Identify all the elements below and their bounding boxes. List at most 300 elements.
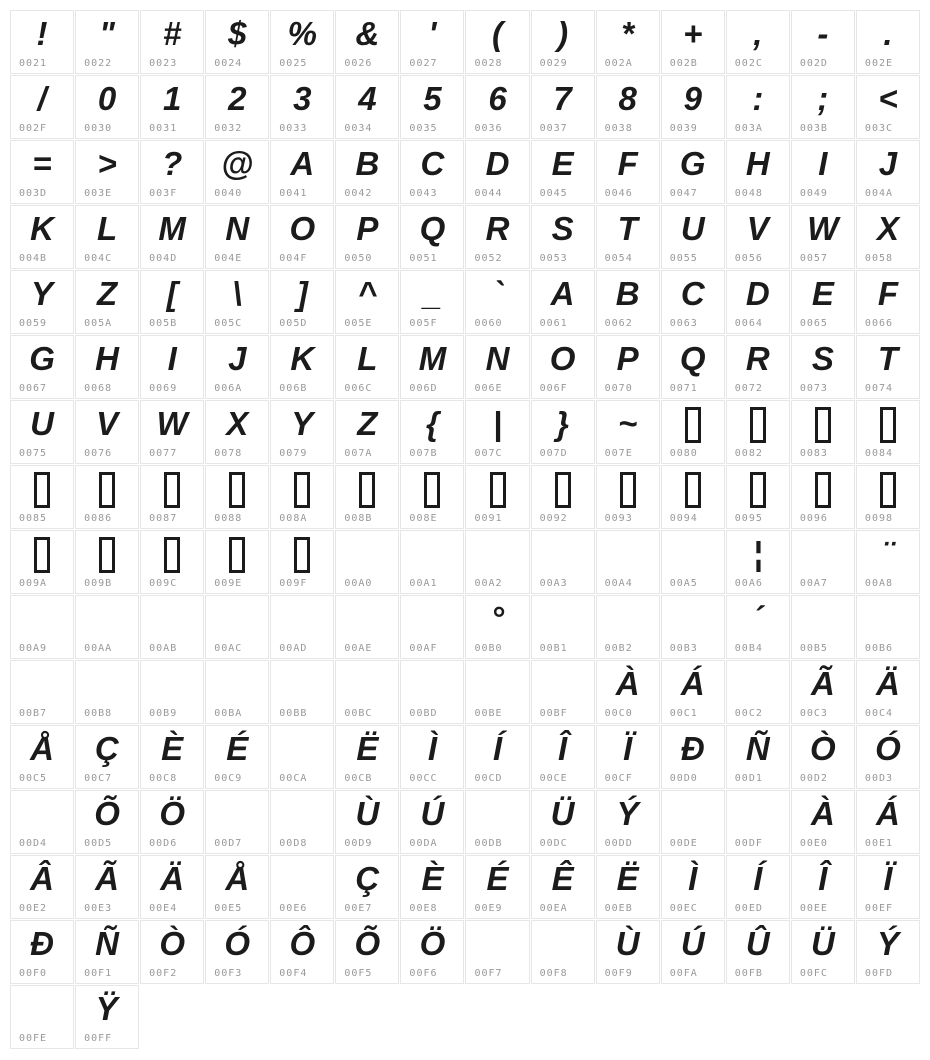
codepoint-label: 0073 [799, 383, 828, 394]
glyph-cell [335, 270, 399, 334]
codepoint-label: 00E1 [864, 838, 894, 849]
codepoint-label: 002D [799, 58, 828, 69]
codepoint-label: 00BB [279, 708, 308, 719]
glyph: Ó [224, 925, 251, 962]
glyph-cell [140, 10, 204, 74]
glyph: M [418, 340, 447, 377]
glyph-cell [335, 465, 399, 529]
codepoint-label: 00EF [864, 903, 894, 914]
codepoint-label: 0044 [474, 188, 503, 199]
codepoint-label: 00A9 [19, 643, 48, 654]
codepoint-label: 00F6 [409, 968, 438, 979]
codepoint-label: 00C7 [84, 773, 113, 784]
glyph-cell [596, 595, 660, 659]
glyph-cell [400, 465, 464, 529]
codepoint-label: 006B [279, 383, 308, 394]
codepoint-label: 0063 [669, 318, 698, 329]
glyph-cell [75, 335, 139, 399]
glyph [271, 661, 333, 706]
glyph: ` [492, 275, 504, 312]
codepoint-label: 0056 [734, 253, 763, 264]
glyph: P [356, 210, 379, 247]
glyph: Z [97, 275, 118, 312]
glyph-cell [270, 205, 334, 269]
codepoint-label: 0033 [279, 123, 308, 134]
glyph-cell [270, 595, 334, 659]
codepoint-label: 0025 [279, 58, 308, 69]
glyph-cell [140, 855, 204, 919]
codepoint-label: 0037 [539, 123, 568, 134]
glyph: X [226, 405, 249, 442]
codepoint-label: 00DF [734, 838, 763, 849]
glyph: Ó [875, 730, 901, 767]
codepoint-label: 009A [19, 578, 48, 589]
glyph-cell [270, 465, 334, 529]
glyph [11, 791, 73, 836]
glyph-cell [140, 205, 204, 269]
glyph-cell [140, 270, 204, 334]
glyph [466, 791, 528, 836]
glyph: Ë [356, 730, 379, 767]
notdef-box-icon [229, 472, 245, 508]
codepoint-label: 00FA [669, 968, 698, 979]
glyph: Ê [551, 860, 574, 897]
codepoint-label: 00D4 [19, 838, 48, 849]
glyph-cell [531, 205, 595, 269]
glyph: P [616, 340, 639, 377]
glyph-cell [335, 920, 399, 984]
codepoint-label: 0043 [409, 188, 438, 199]
glyph-cell [75, 790, 139, 854]
glyph-cell [531, 10, 595, 74]
glyph-cell [726, 660, 790, 724]
glyph [466, 466, 528, 511]
codepoint-label: 00A5 [669, 578, 698, 589]
glyph-cell [661, 465, 725, 529]
notdef-box-icon [424, 472, 440, 508]
glyph-cell [661, 205, 725, 269]
glyph-cell [465, 595, 529, 659]
glyph [141, 531, 203, 576]
glyph: Ý [616, 795, 639, 832]
glyph-cell [726, 725, 790, 789]
codepoint-label: 00E7 [344, 903, 373, 914]
glyph-cell [465, 855, 529, 919]
glyph: Ü [550, 795, 575, 832]
codepoint-label: 008E [409, 513, 438, 524]
codepoint-label: 00B7 [19, 708, 48, 719]
glyph-cell [10, 985, 74, 1049]
glyph [662, 596, 724, 641]
codepoint-label: 005A [84, 318, 113, 329]
glyph: 2 [228, 80, 247, 117]
codepoint-label: 00F9 [604, 968, 633, 979]
glyph-cell [335, 10, 399, 74]
glyph-cell [531, 595, 595, 659]
codepoint-label: 00C9 [214, 773, 243, 784]
glyph: % [287, 15, 317, 52]
glyph-cell [75, 205, 139, 269]
glyph-cell [335, 595, 399, 659]
codepoint-label: 00AC [214, 643, 243, 654]
codepoint-label: 0064 [734, 318, 763, 329]
codepoint-label: 0058 [864, 253, 894, 264]
glyph-cell [465, 205, 529, 269]
glyph: 1 [162, 80, 182, 117]
notdef-box-icon [815, 472, 831, 508]
glyph-cell [10, 10, 74, 74]
codepoint-label: 00C3 [799, 708, 828, 719]
glyph: V [96, 405, 119, 442]
codepoint-label: 0092 [539, 513, 568, 524]
glyph-cell [465, 790, 529, 854]
glyph: Ÿ [96, 990, 119, 1027]
glyph-cell [205, 140, 269, 204]
codepoint-label: 00D0 [669, 773, 698, 784]
glyph-cell [531, 530, 595, 594]
codepoint-label: 0031 [149, 123, 178, 134]
glyph [792, 466, 854, 511]
codepoint-label: 00F5 [344, 968, 373, 979]
glyph-cell [75, 920, 139, 984]
notdef-box-icon [164, 472, 180, 508]
glyph: ? [162, 145, 183, 182]
codepoint-label: 00A1 [409, 578, 438, 589]
glyph: Ô [289, 925, 316, 962]
glyph-cell [726, 790, 790, 854]
glyph-cell [531, 725, 595, 789]
glyph: U [680, 210, 705, 247]
glyph: J [878, 145, 898, 182]
glyph: Ì [427, 730, 438, 767]
codepoint-label: 00A3 [539, 578, 568, 589]
glyph-cell [400, 270, 464, 334]
codepoint-label: 0045 [539, 188, 568, 199]
glyph: O [289, 210, 316, 247]
glyph: K [290, 340, 315, 377]
glyph-cell [596, 270, 660, 334]
codepoint-label: 007E [604, 448, 633, 459]
codepoint-label: 0053 [539, 253, 568, 264]
codepoint-label: 0084 [864, 448, 894, 459]
codepoint-label: 00D8 [279, 838, 308, 849]
codepoint-label: 00A4 [604, 578, 633, 589]
glyph: Å [225, 860, 250, 897]
codepoint-label: 0027 [409, 58, 438, 69]
glyph: È [421, 860, 444, 897]
glyph-cell [10, 400, 74, 464]
glyph: 8 [618, 80, 637, 117]
codepoint-label: 00EA [539, 903, 568, 914]
glyph-cell [661, 790, 725, 854]
glyph-cell [335, 855, 399, 919]
codepoint-label: 00AE [344, 643, 373, 654]
glyph-cell [465, 725, 529, 789]
glyph: Q [419, 210, 446, 247]
glyph [401, 531, 463, 576]
glyph-cell [205, 465, 269, 529]
glyph: 0 [97, 80, 117, 117]
glyph-cell [661, 530, 725, 594]
glyph: Î [558, 730, 568, 767]
glyph: + [683, 15, 703, 52]
glyph [597, 531, 659, 576]
glyph [11, 986, 73, 1031]
codepoint-label: 0035 [409, 123, 438, 134]
codepoint-label: 00BA [214, 708, 243, 719]
glyph-cell [531, 335, 595, 399]
codepoint-label: 0067 [19, 383, 48, 394]
glyph: Y [31, 275, 54, 312]
codepoint-label: 00EC [669, 903, 698, 914]
codepoint-label: 003E [84, 188, 113, 199]
glyph-table [10, 10, 920, 1049]
glyph-cell [596, 140, 660, 204]
glyph-cell [10, 725, 74, 789]
glyph-cell [531, 75, 595, 139]
glyph-cell [726, 530, 790, 594]
glyph-cell [10, 75, 74, 139]
codepoint-label: 007D [539, 448, 568, 459]
glyph [401, 661, 463, 706]
glyph-cell [726, 920, 790, 984]
glyph: G [679, 145, 706, 182]
glyph-cell [75, 140, 139, 204]
glyph [206, 596, 268, 641]
glyph-cell [726, 335, 790, 399]
glyph: ° [490, 600, 505, 637]
glyph: Ý [876, 925, 899, 962]
glyph: F [877, 275, 899, 312]
glyph-cell [75, 660, 139, 724]
codepoint-label: 00FF [84, 1033, 113, 1044]
glyph: ' [428, 15, 437, 52]
glyph-cell [140, 595, 204, 659]
codepoint-label: 0051 [409, 253, 438, 264]
glyph [532, 596, 594, 641]
glyph [141, 661, 203, 706]
glyph: H [95, 340, 120, 377]
glyph-cell [856, 465, 920, 529]
codepoint-label: 0061 [539, 318, 568, 329]
glyph-cell [205, 75, 269, 139]
codepoint-label: 006C [344, 383, 373, 394]
glyph-cell [856, 530, 920, 594]
glyph: Ç [95, 730, 120, 767]
glyph: Đ [30, 925, 54, 962]
glyph-cell [791, 790, 855, 854]
codepoint-label: 00F7 [474, 968, 503, 979]
glyph: N [225, 210, 250, 247]
glyph [336, 596, 398, 641]
glyph: > [97, 145, 117, 182]
glyph: ! [36, 15, 48, 52]
codepoint-label: 0059 [19, 318, 48, 329]
glyph-cell [661, 140, 725, 204]
glyph-cell [10, 920, 74, 984]
glyph [11, 531, 73, 576]
glyph: Í [753, 860, 763, 897]
glyph: ~ [618, 405, 638, 442]
glyph-cell [270, 10, 334, 74]
glyph-cell [270, 530, 334, 594]
codepoint-label: 0050 [344, 253, 373, 264]
glyph-cell [726, 140, 790, 204]
glyph: H [745, 145, 770, 182]
glyph [271, 791, 333, 836]
glyph: Ã [95, 860, 120, 897]
glyph-cell [10, 790, 74, 854]
glyph-cell [856, 205, 920, 269]
glyph-cell [335, 205, 399, 269]
glyph-cell [791, 75, 855, 139]
codepoint-label: 00C1 [669, 708, 698, 719]
codepoint-label: 0029 [539, 58, 568, 69]
codepoint-label: 00A6 [734, 578, 763, 589]
glyph-cell [400, 725, 464, 789]
notdef-box-icon [99, 537, 115, 573]
glyph: É [486, 860, 509, 897]
glyph-cell [10, 660, 74, 724]
codepoint-label: 0040 [214, 188, 243, 199]
glyph-cell [10, 205, 74, 269]
glyph [76, 596, 138, 641]
glyph: 9 [683, 80, 702, 117]
glyph-cell [791, 400, 855, 464]
glyph [271, 856, 333, 901]
codepoint-label: 003A [734, 123, 763, 134]
codepoint-label: 0039 [669, 123, 698, 134]
glyph-cell [465, 270, 529, 334]
codepoint-label: 00D3 [864, 773, 894, 784]
codepoint-label: 00D9 [344, 838, 373, 849]
codepoint-label: 0082 [734, 448, 763, 459]
glyph [336, 466, 398, 511]
glyph: E [551, 145, 574, 182]
glyph: 4 [358, 80, 377, 117]
glyph [76, 661, 138, 706]
glyph: Ã [810, 665, 835, 702]
notdef-box-icon [555, 472, 571, 508]
glyph-cell [335, 400, 399, 464]
codepoint-label: 0094 [669, 513, 698, 524]
notdef-box-icon [880, 407, 896, 443]
glyph-cell [661, 725, 725, 789]
glyph-cell [596, 335, 660, 399]
glyph: N [485, 340, 510, 377]
glyph: Á [680, 665, 705, 702]
glyph-cell [335, 790, 399, 854]
codepoint-label: 007A [344, 448, 373, 459]
glyph-cell [465, 660, 529, 724]
glyph-cell [791, 140, 855, 204]
notdef-box-icon [229, 537, 245, 573]
glyph [727, 401, 789, 446]
glyph [466, 921, 528, 966]
glyph-cell [75, 75, 139, 139]
glyph-cell [726, 270, 790, 334]
glyph-cell [400, 10, 464, 74]
glyph-cell [791, 595, 855, 659]
glyph-cell [270, 660, 334, 724]
glyph-cell [791, 335, 855, 399]
glyph-cell [10, 270, 74, 334]
codepoint-label: 0075 [19, 448, 48, 459]
glyph: V [746, 210, 769, 247]
glyph-cell [661, 75, 725, 139]
codepoint-label: 00FC [799, 968, 828, 979]
glyph: I [167, 340, 177, 377]
glyph-cell [205, 595, 269, 659]
codepoint-label: 0036 [474, 123, 503, 134]
codepoint-label: 00F0 [19, 968, 48, 979]
codepoint-label: 00D5 [84, 838, 113, 849]
glyph-cell [661, 595, 725, 659]
glyph-cell [856, 855, 920, 919]
glyph-cell [140, 920, 204, 984]
glyph: D [745, 275, 770, 312]
codepoint-label: 0068 [84, 383, 113, 394]
glyph-cell [205, 400, 269, 464]
codepoint-label: 0046 [604, 188, 633, 199]
glyph-cell [75, 595, 139, 659]
codepoint-label: 0030 [84, 123, 113, 134]
glyph-cell [465, 10, 529, 74]
glyph-cell [596, 205, 660, 269]
codepoint-label: 004D [149, 253, 178, 264]
codepoint-label: 005B [149, 318, 178, 329]
glyph-cell [205, 920, 269, 984]
glyph: \ [232, 275, 242, 312]
codepoint-label: 007C [474, 448, 503, 459]
glyph-cell [465, 465, 529, 529]
glyph-cell [856, 790, 920, 854]
codepoint-label: 00E3 [84, 903, 113, 914]
codepoint-label: 00E5 [214, 903, 243, 914]
glyph: C [420, 145, 445, 182]
glyph-cell [661, 660, 725, 724]
codepoint-label: 0060 [474, 318, 503, 329]
codepoint-label: 006D [409, 383, 438, 394]
glyph-cell [335, 725, 399, 789]
codepoint-label: 0066 [864, 318, 894, 329]
glyph [727, 791, 789, 836]
codepoint-label: 00D6 [149, 838, 178, 849]
glyph: { [426, 405, 439, 442]
glyph-cell [205, 660, 269, 724]
notdef-box-icon [620, 472, 636, 508]
codepoint-label: 00CE [539, 773, 568, 784]
glyph-cell [791, 205, 855, 269]
glyph-cell [465, 140, 529, 204]
glyph-cell [791, 855, 855, 919]
codepoint-label: 00ED [734, 903, 763, 914]
codepoint-label: 00A7 [799, 578, 828, 589]
glyph: $ [228, 15, 247, 52]
codepoint-label: 0048 [734, 188, 763, 199]
glyph: ) [557, 15, 569, 52]
codepoint-label: 00EB [604, 903, 633, 914]
glyph-cell [140, 335, 204, 399]
codepoint-label: 00B9 [149, 708, 178, 719]
glyph: # [162, 15, 182, 52]
glyph [271, 531, 333, 576]
glyph: : [752, 80, 764, 117]
glyph-cell [270, 335, 334, 399]
codepoint-label: 00E9 [474, 903, 503, 914]
glyph-cell [140, 140, 204, 204]
glyph [597, 466, 659, 511]
